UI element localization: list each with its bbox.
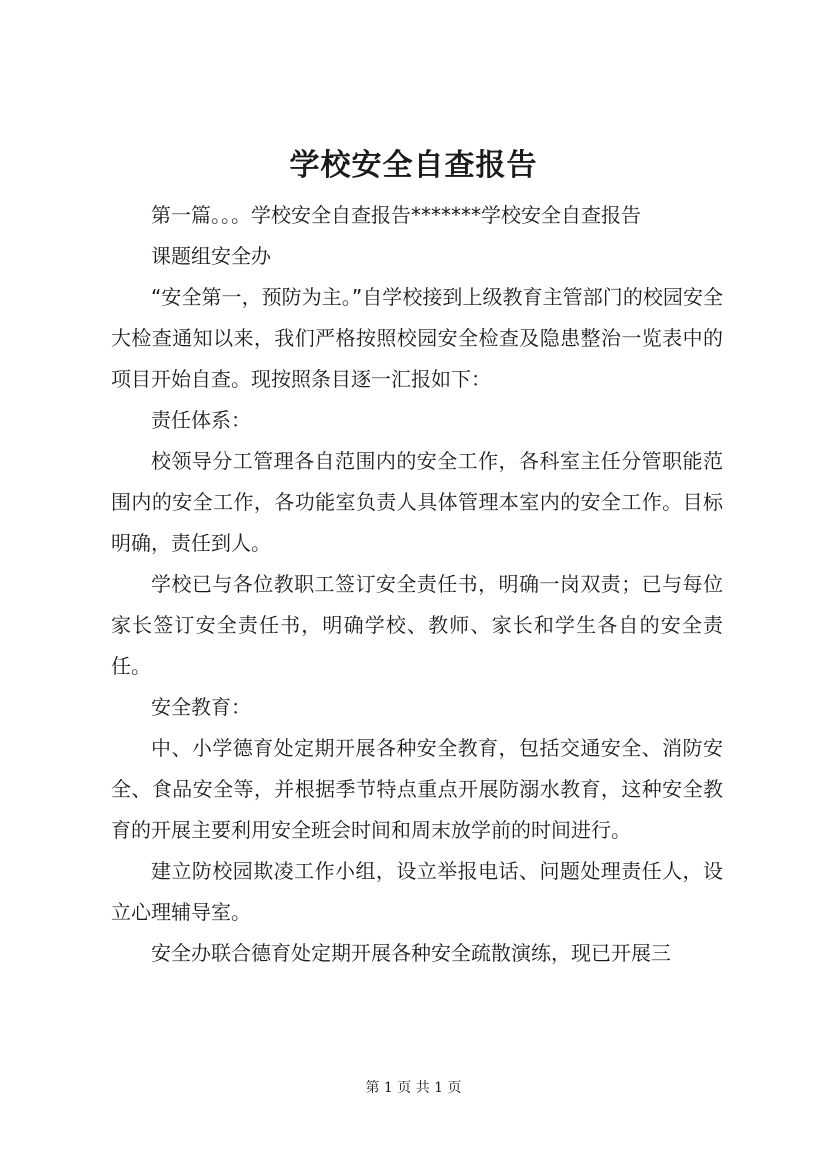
paragraph-2: 课题组安全办 bbox=[151, 244, 271, 268]
paragraph-4: 责任体系： bbox=[151, 408, 251, 432]
paragraph-10: 安全办联合德育处定期开展各种安全疏散演练，现已开展三 bbox=[151, 941, 671, 965]
paragraph-9: 建立防校园欺凌工作小组，设立举报电话、问题处理责任人，设立心理辅导室。 bbox=[111, 859, 723, 924]
paragraph-1: 第一篇。。。学校安全自查报告*******学校安全自查报告 bbox=[151, 203, 641, 227]
document-body bbox=[111, 195, 723, 974]
paragraph-5: 校领导分工管理各自范围内的安全工作，各科室主任分管职能范围内的安全工作，各功能室负责人具体管理本室内的安全工作。目标明确，责任到人。 bbox=[111, 449, 723, 555]
paragraph-7: 安全教育： bbox=[151, 695, 251, 719]
document-title: 学校安全自查报告 bbox=[289, 148, 538, 183]
paragraph-6: 学校已与各位教职工签订安全责任书，明确一岗双责；已与每位家长签订安全责任书，明确学校、教师、家长和学生各自的安全责任。 bbox=[111, 572, 723, 678]
paragraph-8: 中、小学德育处定期开展各种安全教育，包括交通安全、消防安全、食品安全等，并根据季节特点重点开展防溺水教育，这种安全教育的开展主要利用安全班会时间和周末放学前的时间进行。 bbox=[111, 736, 723, 842]
paragraph-3: “安全第一，预防为主。”自学校接到上级教育主管部门的校园安全大检查通知以来，我们严格按照校园安全检查及隐患整治一览表中的项目开始自查。现按照条目逐一汇报如下： bbox=[111, 285, 723, 391]
page-footer: 第 1 页 共 1 页 bbox=[365, 1080, 462, 1096]
